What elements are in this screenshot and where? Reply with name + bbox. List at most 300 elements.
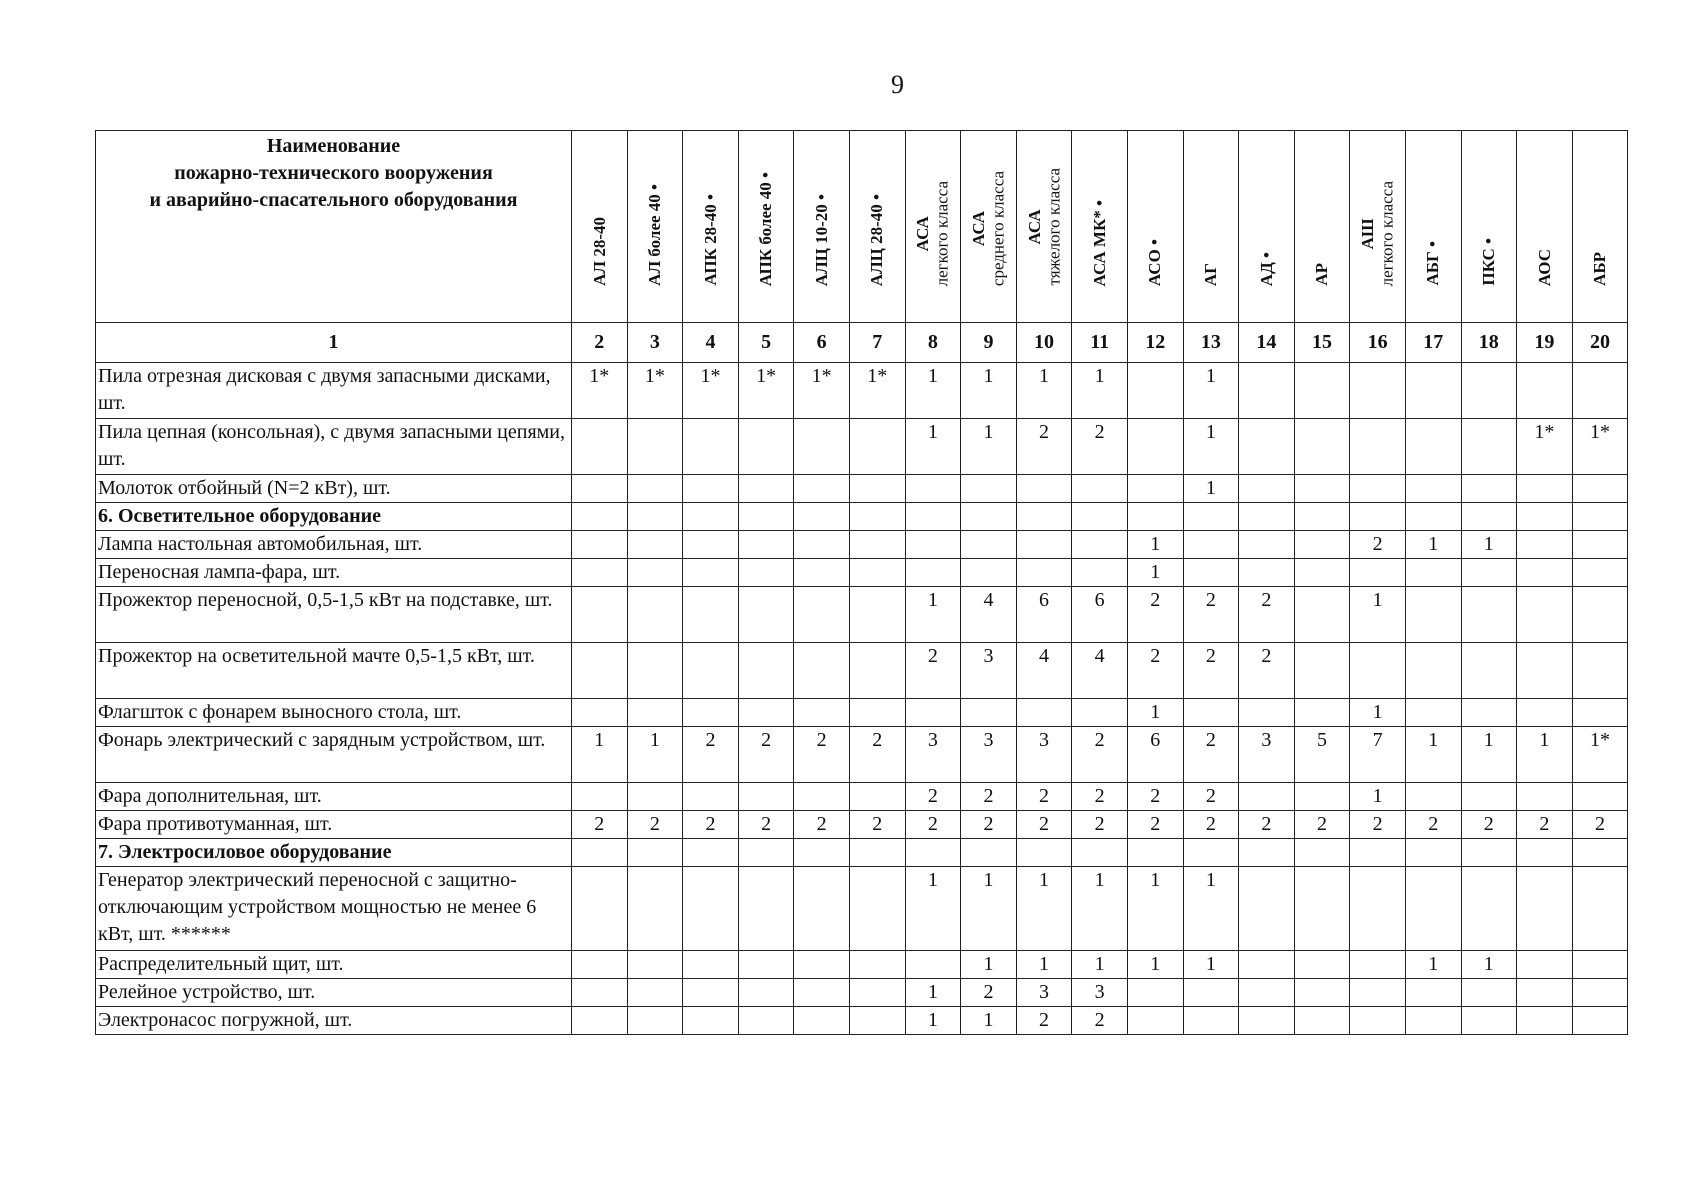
quantity-cell: 2 xyxy=(1127,783,1183,811)
quantity-cell xyxy=(849,643,905,699)
quantity-cell xyxy=(1405,867,1461,951)
header-column-label-line: АСА xyxy=(1024,209,1044,245)
quantity-cell xyxy=(1183,503,1239,531)
quantity-cell xyxy=(627,587,683,643)
quantity-cell xyxy=(683,643,739,699)
quantity-cell xyxy=(572,979,628,1007)
quantity-cell xyxy=(849,979,905,1007)
quantity-cell xyxy=(683,979,739,1007)
quantity-cell xyxy=(627,475,683,503)
item-name: Прожектор переносной, 0,5-1,5 кВт на подставке, шт. xyxy=(96,587,572,643)
quantity-cell xyxy=(849,503,905,531)
quantity-cell xyxy=(794,643,850,699)
quantity-cell xyxy=(572,419,628,475)
quantity-cell xyxy=(1350,503,1406,531)
quantity-cell: 1 xyxy=(1350,587,1406,643)
quantity-cell xyxy=(1072,559,1128,587)
quantity-cell: 1 xyxy=(1517,727,1573,783)
column-number: 6 xyxy=(794,323,850,363)
quantity-cell xyxy=(1517,951,1573,979)
quantity-cell xyxy=(1572,867,1628,951)
header-column-label-line: АПК 28-40 • xyxy=(700,194,720,286)
quantity-cell xyxy=(1405,559,1461,587)
item-name: Генератор электрический переносной с защитно-отключающим устройством мощностью не менее 6 кВт, шт. ****** xyxy=(96,867,572,951)
quantity-cell: 1* xyxy=(1572,727,1628,783)
quantity-cell xyxy=(1294,475,1350,503)
column-number: 13 xyxy=(1183,323,1239,363)
quantity-cell xyxy=(849,951,905,979)
quantity-cell: 2 xyxy=(738,727,794,783)
quantity-cell: 3 xyxy=(1016,979,1072,1007)
header-column-label-line: АГ xyxy=(1201,262,1221,286)
quantity-cell xyxy=(849,783,905,811)
quantity-cell: 2 xyxy=(1183,727,1239,783)
quantity-cell: 1 xyxy=(1183,475,1239,503)
quantity-cell xyxy=(1405,475,1461,503)
header-column-9 xyxy=(961,131,1017,323)
header-column-19 xyxy=(1517,131,1573,323)
quantity-cell: 3 xyxy=(961,727,1017,783)
quantity-cell xyxy=(1461,867,1517,951)
quantity-cell: 1 xyxy=(1127,699,1183,727)
quantity-cell: 1 xyxy=(1127,867,1183,951)
quantity-cell xyxy=(572,643,628,699)
quantity-cell: 1 xyxy=(1405,531,1461,559)
quantity-cell: 2 xyxy=(1572,811,1628,839)
quantity-cell xyxy=(1294,419,1350,475)
quantity-cell: 1 xyxy=(961,363,1017,419)
quantity-cell xyxy=(738,1007,794,1035)
quantity-cell xyxy=(1294,559,1350,587)
header-column-3 xyxy=(627,131,683,323)
quantity-cell xyxy=(905,699,961,727)
header-column-label-line: АШ xyxy=(1358,217,1378,249)
quantity-cell: 3 xyxy=(961,643,1017,699)
quantity-cell xyxy=(1016,503,1072,531)
quantity-cell: 2 xyxy=(1183,811,1239,839)
header-column-2 xyxy=(572,131,628,323)
header-column-label-line: АСА xyxy=(968,210,988,247)
quantity-cell xyxy=(849,699,905,727)
section-row xyxy=(96,503,1628,531)
header-column-label xyxy=(1358,181,1397,286)
quantity-cell: 1 xyxy=(961,951,1017,979)
item-name: Фонарь электрический с зарядным устройством, шт. xyxy=(96,727,572,783)
quantity-cell xyxy=(794,867,850,951)
quantity-cell xyxy=(849,867,905,951)
quantity-cell xyxy=(1405,587,1461,643)
quantity-cell xyxy=(683,839,739,867)
quantity-cell xyxy=(1461,587,1517,643)
column-number: 11 xyxy=(1072,323,1128,363)
quantity-cell xyxy=(1294,531,1350,559)
quantity-cell xyxy=(683,951,739,979)
quantity-cell xyxy=(1405,419,1461,475)
header-column-8 xyxy=(905,131,961,323)
quantity-cell xyxy=(905,951,961,979)
quantity-cell xyxy=(1016,531,1072,559)
table-row xyxy=(96,363,1628,419)
quantity-cell xyxy=(572,503,628,531)
quantity-cell: 1 xyxy=(1183,419,1239,475)
quantity-cell xyxy=(572,1007,628,1035)
column-number: 3 xyxy=(627,323,683,363)
header-column-label xyxy=(1312,263,1332,286)
quantity-cell: 6 xyxy=(1016,587,1072,643)
quantity-cell xyxy=(1572,643,1628,699)
quantity-cell: 6 xyxy=(1072,587,1128,643)
quantity-cell: 1 xyxy=(572,727,628,783)
quantity-cell: 4 xyxy=(961,587,1017,643)
header-column-label-line: АСА МК* • xyxy=(1089,199,1109,286)
quantity-cell xyxy=(1294,363,1350,419)
quantity-cell xyxy=(1350,419,1406,475)
quantity-cell: 2 xyxy=(1072,1007,1128,1035)
quantity-cell: 2 xyxy=(1350,811,1406,839)
quantity-cell xyxy=(627,951,683,979)
quantity-cell xyxy=(849,587,905,643)
quantity-cell xyxy=(738,699,794,727)
quantity-cell xyxy=(738,643,794,699)
quantity-cell xyxy=(1183,559,1239,587)
header-name-line3: и аварийно-спасательного оборудования xyxy=(149,189,518,211)
quantity-cell xyxy=(572,839,628,867)
quantity-cell xyxy=(961,699,1017,727)
quantity-cell: 2 xyxy=(1350,531,1406,559)
column-number: 14 xyxy=(1239,323,1295,363)
quantity-cell xyxy=(1461,643,1517,699)
quantity-cell xyxy=(1127,419,1183,475)
quantity-cell: 2 xyxy=(1517,811,1573,839)
quantity-cell xyxy=(572,783,628,811)
quantity-cell xyxy=(1183,839,1239,867)
quantity-cell: 2 xyxy=(683,811,739,839)
quantity-cell xyxy=(794,475,850,503)
header-column-label xyxy=(701,194,721,286)
quantity-cell xyxy=(1127,979,1183,1007)
header-column-label xyxy=(590,217,610,286)
quantity-cell: 2 xyxy=(1016,783,1072,811)
quantity-cell xyxy=(1239,979,1295,1007)
table-row xyxy=(96,951,1628,979)
quantity-cell xyxy=(961,559,1017,587)
quantity-cell: 1 xyxy=(627,727,683,783)
quantity-cell xyxy=(794,951,850,979)
quantity-cell xyxy=(1517,643,1573,699)
table-row xyxy=(96,867,1628,951)
quantity-cell: 1 xyxy=(905,979,961,1007)
quantity-cell xyxy=(1461,699,1517,727)
quantity-cell xyxy=(1239,559,1295,587)
header-column-label-line: АБР xyxy=(1590,252,1610,286)
header-column-label-line: среднего класса xyxy=(988,170,1008,286)
column-number: 17 xyxy=(1405,323,1461,363)
quantity-cell xyxy=(849,1007,905,1035)
quantity-cell xyxy=(1461,979,1517,1007)
quantity-cell xyxy=(1461,475,1517,503)
header-column-label xyxy=(969,171,1008,286)
header-column-17 xyxy=(1405,131,1461,323)
quantity-cell xyxy=(627,1007,683,1035)
column-number-row xyxy=(96,323,1628,363)
quantity-cell: 1 xyxy=(905,587,961,643)
quantity-cell: 1* xyxy=(627,363,683,419)
quantity-cell xyxy=(1572,363,1628,419)
quantity-cell xyxy=(683,699,739,727)
quantity-cell xyxy=(1127,475,1183,503)
quantity-cell: 1 xyxy=(1183,951,1239,979)
quantity-cell xyxy=(1517,699,1573,727)
quantity-cell xyxy=(1016,475,1072,503)
header-column-label xyxy=(1025,168,1064,286)
quantity-cell: 1 xyxy=(1127,559,1183,587)
item-name: Лампа настольная автомобильная, шт. xyxy=(96,531,572,559)
item-name: Фара противотуманная, шт. xyxy=(96,811,572,839)
header-column-label xyxy=(1201,263,1221,286)
equipment-table xyxy=(95,130,1628,1035)
header-column-label-line: тяжелого класса xyxy=(1044,168,1064,286)
table-row xyxy=(96,699,1628,727)
header-column-label xyxy=(1090,200,1110,286)
quantity-cell: 2 xyxy=(572,811,628,839)
quantity-cell: 1 xyxy=(1461,951,1517,979)
quantity-cell xyxy=(738,531,794,559)
quantity-cell xyxy=(1461,503,1517,531)
quantity-cell: 1 xyxy=(1350,783,1406,811)
header-column-7 xyxy=(849,131,905,323)
quantity-cell: 1 xyxy=(1072,951,1128,979)
header-column-14 xyxy=(1239,131,1295,323)
header-column-label-line: АЛЦ 28-40 • xyxy=(867,193,887,286)
quantity-cell xyxy=(1239,475,1295,503)
header-column-label-line: АПК более 40 • xyxy=(756,171,776,286)
quantity-cell xyxy=(794,979,850,1007)
quantity-cell: 2 xyxy=(849,811,905,839)
quantity-cell xyxy=(1016,559,1072,587)
quantity-cell xyxy=(738,951,794,979)
quantity-cell xyxy=(1405,839,1461,867)
quantity-cell xyxy=(1350,475,1406,503)
quantity-cell xyxy=(1350,643,1406,699)
quantity-cell: 2 xyxy=(1127,811,1183,839)
table-row xyxy=(96,587,1628,643)
quantity-cell xyxy=(1183,699,1239,727)
quantity-cell: 2 xyxy=(1016,1007,1072,1035)
table-row xyxy=(96,811,1628,839)
item-name: Флагшток с фонарем выносного стола, шт. xyxy=(96,699,572,727)
quantity-cell xyxy=(1294,587,1350,643)
quantity-cell: 1 xyxy=(1127,951,1183,979)
quantity-cell: 2 xyxy=(1294,811,1350,839)
quantity-cell xyxy=(1461,559,1517,587)
header-column-label xyxy=(1479,238,1499,286)
quantity-cell: 2 xyxy=(1183,643,1239,699)
quantity-cell xyxy=(1294,951,1350,979)
quantity-cell: 1 xyxy=(1072,363,1128,419)
quantity-cell xyxy=(1183,979,1239,1007)
quantity-cell xyxy=(961,839,1017,867)
quantity-cell xyxy=(683,419,739,475)
quantity-cell: 5 xyxy=(1294,727,1350,783)
quantity-cell xyxy=(683,783,739,811)
header-column-label-line: легкого класса xyxy=(932,180,952,286)
header-column-label xyxy=(1590,252,1610,286)
page-number: 9 xyxy=(891,70,904,99)
quantity-cell xyxy=(738,475,794,503)
quantity-cell: 2 xyxy=(794,727,850,783)
quantity-cell xyxy=(849,559,905,587)
quantity-cell xyxy=(1016,839,1072,867)
quantity-cell: 1 xyxy=(1016,867,1072,951)
quantity-cell xyxy=(738,419,794,475)
header-column-label-line: АСО • xyxy=(1145,238,1165,286)
column-number: 20 xyxy=(1572,323,1628,363)
quantity-cell xyxy=(1517,363,1573,419)
header-column-13 xyxy=(1183,131,1239,323)
quantity-cell xyxy=(1572,979,1628,1007)
quantity-cell xyxy=(961,503,1017,531)
quantity-cell xyxy=(1239,699,1295,727)
quantity-cell xyxy=(627,839,683,867)
quantity-cell xyxy=(1405,363,1461,419)
quantity-cell xyxy=(572,531,628,559)
quantity-cell xyxy=(794,587,850,643)
quantity-cell: 1* xyxy=(1517,419,1573,475)
header-column-label-line: АСА xyxy=(913,215,933,251)
quantity-cell xyxy=(1517,867,1573,951)
header-column-label-line: ПКС • xyxy=(1479,238,1499,286)
quantity-cell xyxy=(1572,951,1628,979)
quantity-cell: 1* xyxy=(683,363,739,419)
quantity-cell xyxy=(794,699,850,727)
quantity-cell xyxy=(1461,783,1517,811)
quantity-cell xyxy=(738,559,794,587)
item-name: Переносная лампа-фара, шт. xyxy=(96,559,572,587)
header-name-line2: пожарно-технического вооружения xyxy=(174,162,493,184)
header-column-11 xyxy=(1072,131,1128,323)
quantity-cell xyxy=(1350,979,1406,1007)
header-column-10 xyxy=(1016,131,1072,323)
quantity-cell xyxy=(1072,503,1128,531)
quantity-cell xyxy=(627,419,683,475)
header-column-label xyxy=(913,181,952,286)
table-row xyxy=(96,531,1628,559)
quantity-cell xyxy=(572,559,628,587)
column-number: 1 xyxy=(96,323,572,363)
quantity-cell xyxy=(1350,951,1406,979)
quantity-cell xyxy=(1127,503,1183,531)
quantity-cell xyxy=(572,951,628,979)
item-name: Электронасос погружной, шт. xyxy=(96,1007,572,1035)
quantity-cell xyxy=(1572,699,1628,727)
quantity-cell xyxy=(1183,531,1239,559)
quantity-cell xyxy=(1572,531,1628,559)
quantity-cell: 1 xyxy=(1405,727,1461,783)
quantity-cell: 2 xyxy=(849,727,905,783)
quantity-cell xyxy=(1239,839,1295,867)
quantity-cell xyxy=(1183,1007,1239,1035)
column-number: 4 xyxy=(683,323,739,363)
quantity-cell: 2 xyxy=(1405,811,1461,839)
header-column-label xyxy=(1145,239,1165,286)
header-column-12 xyxy=(1127,131,1183,323)
quantity-cell xyxy=(849,531,905,559)
quantity-cell: 1 xyxy=(905,1007,961,1035)
column-number: 9 xyxy=(961,323,1017,363)
quantity-cell: 1 xyxy=(961,1007,1017,1035)
quantity-cell xyxy=(1405,503,1461,531)
quantity-cell xyxy=(1350,1007,1406,1035)
quantity-cell xyxy=(1294,643,1350,699)
quantity-cell: 2 xyxy=(905,811,961,839)
quantity-cell xyxy=(1350,839,1406,867)
header-column-5 xyxy=(738,131,794,323)
quantity-cell: 1 xyxy=(1461,727,1517,783)
quantity-cell xyxy=(627,699,683,727)
quantity-cell xyxy=(794,419,850,475)
quantity-cell xyxy=(1572,1007,1628,1035)
quantity-cell xyxy=(572,867,628,951)
quantity-cell xyxy=(572,475,628,503)
header-column-label xyxy=(1257,252,1277,286)
quantity-cell xyxy=(1405,699,1461,727)
quantity-cell xyxy=(572,699,628,727)
quantity-cell: 2 xyxy=(1127,643,1183,699)
quantity-cell: 2 xyxy=(794,811,850,839)
header-column-15 xyxy=(1294,131,1350,323)
table-row xyxy=(96,727,1628,783)
quantity-cell xyxy=(627,531,683,559)
item-name: Фара дополнительная, шт. xyxy=(96,783,572,811)
quantity-cell xyxy=(1461,363,1517,419)
quantity-cell xyxy=(738,503,794,531)
quantity-cell xyxy=(1572,503,1628,531)
header-column-label xyxy=(645,184,665,286)
header-column-6 xyxy=(794,131,850,323)
quantity-cell: 1 xyxy=(961,419,1017,475)
quantity-cell: 2 xyxy=(1016,811,1072,839)
quantity-cell: 2 xyxy=(1016,419,1072,475)
header-column-label xyxy=(1423,241,1443,286)
quantity-cell: 2 xyxy=(1183,783,1239,811)
quantity-cell xyxy=(849,839,905,867)
quantity-cell xyxy=(627,503,683,531)
quantity-cell xyxy=(794,503,850,531)
quantity-cell: 3 xyxy=(1016,727,1072,783)
table-row xyxy=(96,1007,1628,1035)
quantity-cell xyxy=(1517,839,1573,867)
table-header-row xyxy=(96,131,1628,323)
quantity-cell xyxy=(1517,783,1573,811)
quantity-cell xyxy=(794,783,850,811)
quantity-cell xyxy=(1239,1007,1295,1035)
quantity-cell xyxy=(849,419,905,475)
quantity-cell xyxy=(1461,1007,1517,1035)
quantity-cell: 1 xyxy=(1127,531,1183,559)
quantity-cell: 2 xyxy=(961,783,1017,811)
quantity-cell: 4 xyxy=(1016,643,1072,699)
quantity-cell xyxy=(849,475,905,503)
quantity-cell: 2 xyxy=(905,783,961,811)
quantity-cell xyxy=(683,503,739,531)
quantity-cell: 2 xyxy=(1461,811,1517,839)
quantity-cell xyxy=(1294,979,1350,1007)
quantity-cell xyxy=(572,587,628,643)
column-number: 16 xyxy=(1350,323,1406,363)
header-column-16 xyxy=(1350,131,1406,323)
section-row xyxy=(96,839,1628,867)
quantity-cell xyxy=(627,643,683,699)
